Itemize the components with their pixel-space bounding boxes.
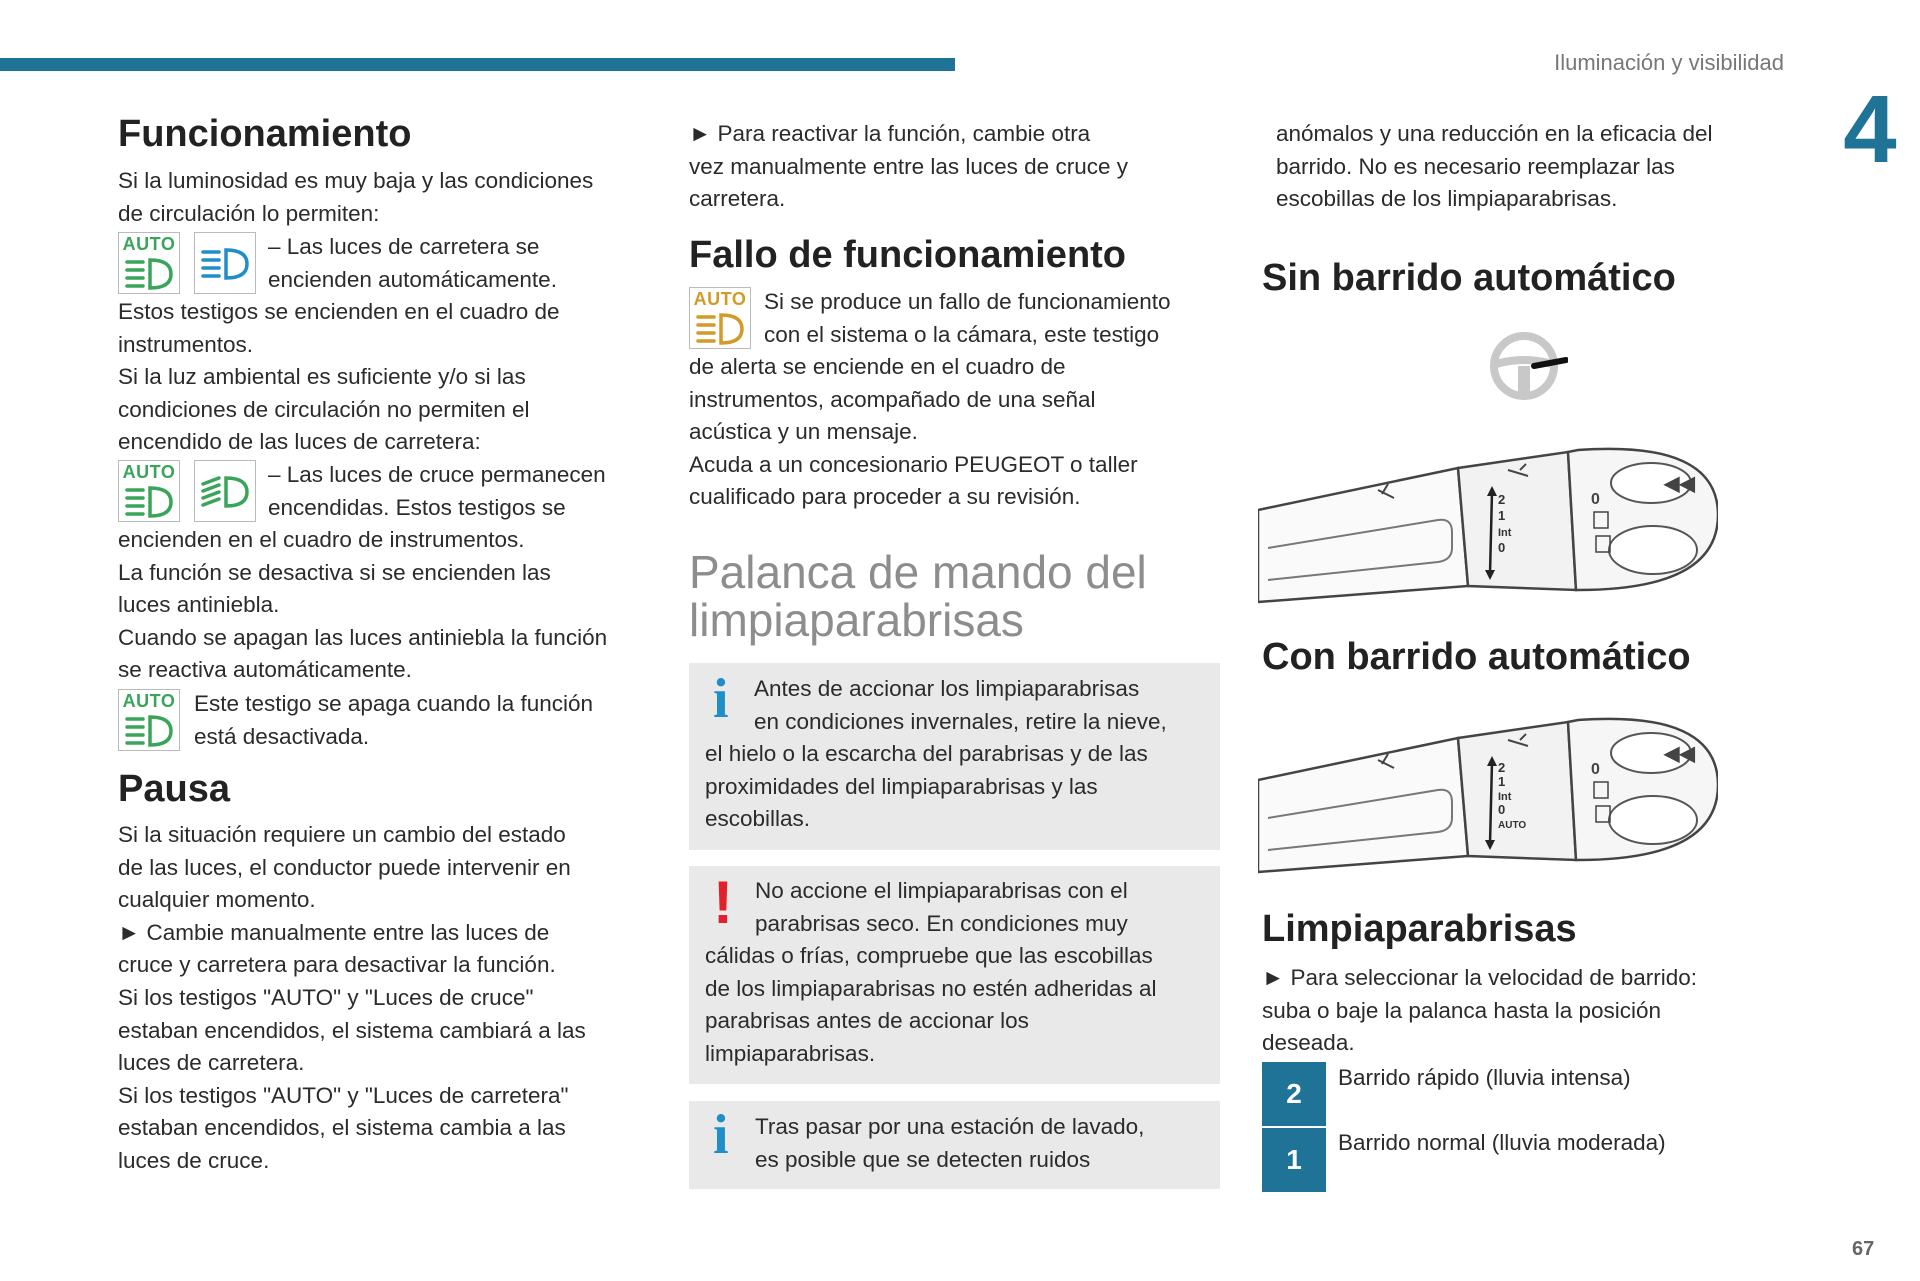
speed-badge-2: 2 bbox=[1262, 1062, 1326, 1126]
col1-paragraph-3 bbox=[118, 524, 607, 687]
text-line: encendidas. Estos testigos se bbox=[268, 494, 566, 520]
text-line: cruce y carretera para desactivar la función. bbox=[118, 952, 556, 978]
heading-pausa: Pausa bbox=[118, 768, 230, 810]
chapter-number-text: 4 bbox=[1843, 82, 1897, 174]
text-line: Antes de accionar los limpiaparabrisas bbox=[754, 676, 1140, 701]
heading-limpiaparabrisas: Limpiaparabrisas bbox=[1262, 908, 1577, 950]
low-beam-icon bbox=[201, 475, 251, 509]
auto-green-icon bbox=[118, 689, 180, 751]
text-line: – Las luces de cruce permanecen bbox=[268, 462, 606, 487]
text-line: deseada. bbox=[1262, 1030, 1355, 1056]
chapter-number bbox=[1820, 82, 1920, 174]
text-line: No accione el limpiaparabrisas con el bbox=[755, 878, 1128, 903]
heading-sin-barrido: Sin barrido automático bbox=[1262, 257, 1676, 299]
text-line: luces antiniebla. bbox=[118, 592, 280, 618]
text-line: vez manualmente entre las luces de cruce y bbox=[689, 153, 1128, 179]
wiper-lever-auto-illustration bbox=[1258, 710, 1718, 880]
text-line: de las luces, el conductor puede intervenir en bbox=[118, 854, 571, 880]
text-line: La función se desactiva si se encienden las bbox=[118, 559, 551, 585]
text-line: estaban encendidos, el sistema cambiará a las bbox=[118, 1017, 586, 1043]
col1-paragraph-1 bbox=[118, 165, 593, 230]
lever-pos-1: 1 bbox=[1498, 774, 1506, 789]
speed-badge-1: 1 bbox=[1262, 1128, 1326, 1192]
text-line: es posible que se detecten ruidos bbox=[755, 1146, 1091, 1172]
heading-palanca bbox=[689, 548, 1147, 644]
lever-pos-0: 0 bbox=[1498, 802, 1506, 817]
svg-text:◀◀: ◀◀ bbox=[1664, 743, 1695, 765]
text-line: Acuda a un concesionario PEUGEOT o taller bbox=[689, 451, 1138, 477]
headlamp-icon bbox=[125, 257, 175, 291]
text-line: encendido de las luces de carretera: bbox=[118, 429, 481, 455]
text-line: de circulación lo permiten: bbox=[118, 200, 380, 226]
text-line: el hielo o la escarcha del parabrisas y de las bbox=[705, 741, 1148, 766]
auto-label: AUTO bbox=[693, 289, 747, 309]
text-line: de alerta se enciende en el cuadro de bbox=[689, 354, 1066, 379]
lever-pos-1: 1 bbox=[1498, 508, 1506, 523]
ring-zero: 0 bbox=[1591, 491, 1600, 508]
text-line: se reactiva automáticamente. bbox=[118, 657, 412, 683]
text-line: escobillas. bbox=[705, 806, 811, 832]
text-line: Este testigo se apaga cuando la función bbox=[194, 691, 594, 716]
text-line: Estos testigos se encienden en el cuadro de bbox=[118, 299, 560, 324]
svg-text:◀◀: ◀◀ bbox=[1664, 473, 1695, 495]
text-line: proximidades del limpiaparabrisas y las bbox=[705, 773, 1098, 799]
text-line: parabrisas seco. En condiciones muy bbox=[755, 910, 1128, 936]
lever-pos-2: 2 bbox=[1498, 492, 1506, 507]
info-icon: i bbox=[713, 1104, 729, 1166]
text-line: instrumentos, acompañado de una señal bbox=[689, 386, 1096, 412]
warning-note-dry bbox=[689, 866, 1220, 1084]
low-beam-green-icon bbox=[194, 460, 256, 522]
auto-off-text bbox=[194, 688, 593, 753]
heading-funcionamiento: Funcionamiento bbox=[118, 113, 412, 155]
text-line: Si se produce un fallo de funcionamiento bbox=[764, 289, 1171, 314]
text-line: cualificado para proceder a su revisión. bbox=[689, 484, 1081, 510]
text-line: estaban encendidos, el sistema cambia a las bbox=[118, 1115, 566, 1141]
fault-paragraph bbox=[689, 351, 1138, 514]
warning-text bbox=[705, 940, 1157, 1070]
headlamp-warning-icon bbox=[696, 312, 746, 346]
headlamp-icon bbox=[125, 714, 175, 748]
text-line: Si los testigos "AUTO" y "Luces de carretera" bbox=[118, 1082, 569, 1108]
text-line: ► Cambie manualmente entre las luces de bbox=[118, 919, 550, 945]
text-line: cálidas o frías, compruebe que las escobillas bbox=[705, 943, 1153, 968]
text-line: con el sistema o la cámara, este testigo bbox=[764, 321, 1160, 347]
auto-green-icon bbox=[118, 460, 180, 522]
section-title: Iluminación y visibilidad bbox=[1554, 50, 1784, 75]
text-line: luces de cruce. bbox=[118, 1147, 270, 1173]
text-line: encienden automáticamente. bbox=[268, 266, 557, 292]
warning-text bbox=[755, 875, 1128, 940]
text-line: instrumentos. bbox=[118, 331, 254, 357]
text-line: limpiaparabrisas. bbox=[705, 1040, 876, 1066]
page-number: 67 bbox=[1852, 1238, 1875, 1260]
text-line: suba o baje la palanca hasta la posición bbox=[1262, 997, 1662, 1023]
text-line: Cuando se apagan las luces antiniebla la función bbox=[118, 624, 608, 650]
header-accent-bar bbox=[0, 58, 955, 71]
steering-wheel-icon bbox=[1488, 330, 1568, 402]
note-text bbox=[755, 1111, 1144, 1176]
text-line: ► Para reactivar la función, cambie otra bbox=[689, 121, 1091, 146]
col1-paragraph-2 bbox=[118, 296, 560, 459]
text-line: Tras pasar por una estación de lavado, bbox=[755, 1114, 1145, 1139]
col3-paragraph-1 bbox=[1276, 118, 1713, 216]
text-line: en condiciones invernales, retire la nieve, bbox=[754, 708, 1167, 734]
text-line: Si la luz ambiental es suficiente y/o si las bbox=[118, 364, 526, 390]
ring-zero: 0 bbox=[1591, 761, 1600, 778]
col1-paragraph-4 bbox=[118, 819, 586, 1178]
lever-pos-auto: AUTO bbox=[1498, 820, 1527, 831]
text-line: Si la situación requiere un cambio del estado bbox=[118, 822, 566, 847]
col2-paragraph-1 bbox=[689, 118, 1128, 216]
info-note-carwash bbox=[689, 1101, 1220, 1189]
high-beam-text bbox=[268, 231, 557, 296]
auto-label: AUTO bbox=[122, 234, 176, 254]
lever-pos-int: Int bbox=[1498, 527, 1512, 539]
high-beam-icon bbox=[201, 247, 251, 281]
fault-icon-text bbox=[764, 286, 1171, 351]
text-line: anómalos y una reducción en la eficacia del bbox=[1276, 121, 1713, 146]
text-line: encienden en el cuadro de instrumentos. bbox=[118, 527, 525, 552]
heading-fallo: Fallo de funcionamiento bbox=[689, 234, 1127, 276]
lever-pos-0: 0 bbox=[1498, 540, 1506, 555]
lever-pos-int: Int bbox=[1498, 791, 1512, 803]
text-line: luces de carretera. bbox=[118, 1050, 305, 1076]
heading-con-barrido: Con barrido automático bbox=[1262, 636, 1691, 678]
lever-pos-2: 2 bbox=[1498, 760, 1506, 775]
text-line: condiciones de circulación no permiten el bbox=[118, 396, 530, 422]
warning-icon: ! bbox=[713, 869, 733, 936]
auto-label: AUTO bbox=[122, 691, 176, 711]
wiper-lever-manual-illustration bbox=[1258, 440, 1718, 610]
text-line: está desactivada. bbox=[194, 723, 370, 749]
text-line: – Las luces de carretera se bbox=[268, 234, 540, 259]
note-text bbox=[705, 738, 1148, 836]
headlamp-icon bbox=[125, 485, 175, 519]
speed-label-2: Barrido rápido (lluvia intensa) bbox=[1338, 1065, 1631, 1090]
text-line: ► Para seleccionar la velocidad de barrido: bbox=[1262, 965, 1698, 990]
text-line: escobillas de los limpiaparabrisas. bbox=[1276, 186, 1618, 212]
auto-green-icon bbox=[118, 232, 180, 294]
speed-label-1: Barrido normal (lluvia moderada) bbox=[1338, 1130, 1666, 1155]
low-beam-text bbox=[268, 459, 606, 524]
info-note-winter bbox=[689, 663, 1220, 850]
auto-label: AUTO bbox=[122, 462, 176, 482]
text-line: acústica y un mensaje. bbox=[689, 419, 918, 445]
col3-paragraph-2 bbox=[1262, 962, 1697, 1060]
text-line: carretera. bbox=[689, 186, 786, 212]
note-text bbox=[754, 673, 1167, 738]
text-line: Si los testigos "AUTO" y "Luces de cruce" bbox=[118, 984, 534, 1010]
text-line: cualquier momento. bbox=[118, 887, 316, 913]
text-line: barrido. No es necesario reemplazar las bbox=[1276, 153, 1675, 179]
heading-line: limpiaparabrisas bbox=[689, 594, 1024, 646]
text-line: parabrisas antes de accionar los bbox=[705, 1008, 1029, 1034]
high-beam-blue-icon bbox=[194, 232, 256, 294]
heading-line: Palanca de mando del bbox=[689, 546, 1147, 598]
info-icon: i bbox=[713, 668, 729, 730]
text-line: Si la luminosidad es muy baja y las condiciones bbox=[118, 168, 594, 193]
text-line: de los limpiaparabrisas no estén adheridas al bbox=[705, 975, 1157, 1001]
auto-yellow-icon bbox=[689, 287, 751, 349]
